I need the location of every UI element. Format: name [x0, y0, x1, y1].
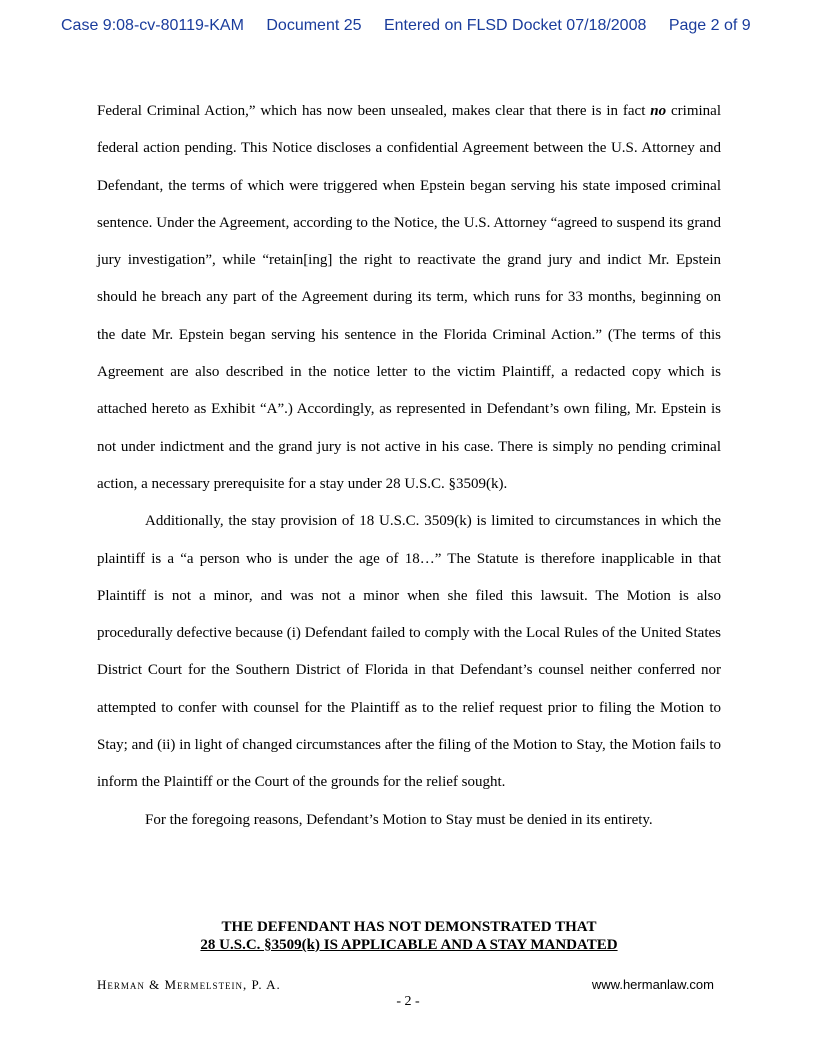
paragraph-1	[97, 93, 721, 503]
docket-header	[61, 17, 781, 35]
paragraph-3: For the foregoing reasons, Defendant’s Motion to Stay must be denied in its entirety.	[145, 811, 653, 828]
paragraph-1-text-end: criminal federal action pending. This Notice discloses a confidential Agreement between the U.S. Attorney and Defendant, the terms of which were triggered when Epstein began serving his state imposed criminal sentence. Under the Agreement, according to the Notice, the U.S. Attorney “agreed to suspend its grand jury investigation”, while “retain[ing] the right to reactivate the grand jury and indict Mr. Epstein should he breach any part of the Agreement during its term, which runs for 33 months, beginning on the date Mr. Epstein began serving his sentence in the Florida Criminal Action.” (The terms of this Agreement are also described in the notice letter to the victim Plaintiff, a redacted copy which is attached hereto as Exhibit “A”.) Accordingly, as represented in Defendant’s own filing, Mr. Epstein is not under indictment and the grand jury is not active in his case. There is simply no pending criminal action, a necessary prerequisite for a stay under 28 U.S.C. §3509(k).	[97, 103, 721, 492]
emphasis-no: no	[650, 103, 667, 119]
body-text	[97, 93, 721, 839]
footer-website: www.hermanlaw.com	[591, 977, 714, 992]
section-heading-line-2: 28 U.S.C. §3509(k) IS APPLICABLE AND A STAY MANDATED	[200, 937, 618, 953]
section-heading	[97, 918, 721, 954]
paragraph-1-text-start: Federal Criminal Action,” which has now been unsealed, makes clear that there is in fact	[97, 103, 651, 119]
section-heading-line-1: THE DEFENDANT HAS NOT DEMONSTRATED THAT	[221, 919, 597, 935]
page-indicator: Page 2 of 9	[668, 17, 751, 34]
entered-date: Entered on FLSD Docket 07/18/2008	[383, 17, 647, 34]
footer-firm-name: Herman & Mermelstein, P. A.	[97, 977, 281, 992]
document-number: Document 25	[266, 17, 362, 34]
page-number: - 2 -	[396, 994, 420, 1009]
case-number: Case 9:08-cv-80119-KAM	[61, 17, 244, 34]
paragraph-2: Additionally, the stay provision of 18 U.S.C. 3509(k) is limited to circumstances in which the plaintiff is a “a person who is under the age of 18…” The Statute is therefore inapplicable in that Plaintiff is not a minor, and was not a minor when she filed this lawsuit. The Motion is also procedurally defective because (i) Defendant failed to comply with the Local Rules of the United States District Court for the Southern District of Florida in that Defendant’s counsel neither conferred nor attempted to confer with counsel for the Plaintiff as to the relief request prior to filing the Motion to Stay; and (ii) in light of changed circumstances after the filing of the Motion to Stay, the Motion fails to inform the Plaintiff or the Court of the grounds for the relief sought.	[97, 513, 721, 791]
